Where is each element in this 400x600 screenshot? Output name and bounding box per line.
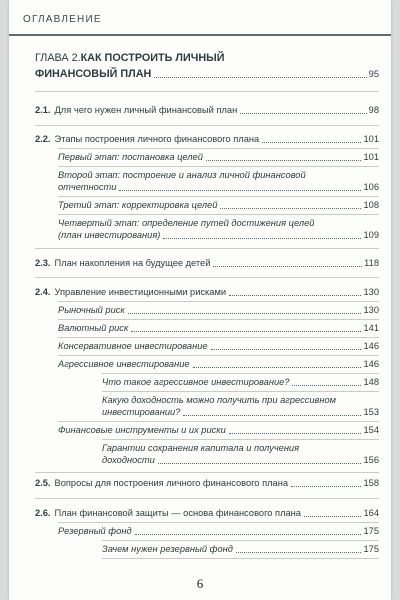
section-number: 2.3. — [35, 258, 51, 268]
page-number: 109 — [363, 230, 379, 240]
section-rule — [35, 91, 379, 92]
page-number: 101 — [363, 152, 379, 162]
entry-title: Что такое агрессивное инвестирование? — [102, 377, 290, 387]
dot-leader — [119, 190, 361, 191]
entry-rule — [58, 196, 379, 197]
toc-entry-stage-1[interactable] — [58, 152, 379, 163]
entry-rule — [58, 337, 379, 338]
toc-entry-stage-2-line2[interactable] — [58, 182, 379, 193]
entry-title-line2: (план инвестирования) — [58, 230, 161, 240]
toc-entry-2-5[interactable] — [35, 478, 379, 489]
toc-entry-2-3[interactable] — [35, 258, 379, 269]
page-number: 156 — [363, 455, 379, 465]
entry-title: Первый этап: постановка целей — [58, 152, 203, 162]
toc-entry-stage-4-line2[interactable] — [58, 230, 379, 241]
page-number: 146 — [363, 341, 379, 351]
dot-leader — [240, 113, 366, 114]
page-number: 175 — [363, 526, 379, 536]
entry-title: Финансовые инструменты и их риски — [58, 425, 226, 435]
toc-entry-reserve-fund[interactable] — [58, 526, 379, 537]
dot-leader — [131, 331, 361, 332]
entry-rule — [102, 439, 379, 440]
dot-leader — [183, 415, 361, 416]
entry-rule — [58, 301, 379, 302]
page-number: 141 — [363, 323, 379, 333]
entry-title: Валютный риск — [58, 323, 129, 333]
entry-title-line1: Четвертый этап: определение путей достижения целей — [58, 218, 315, 228]
page-number: 106 — [363, 182, 379, 192]
toc-entry-stage-2-line1[interactable] — [58, 170, 379, 181]
entry-title: Для чего нужен личный финансовый план — [54, 105, 238, 115]
toc-entry-2-1[interactable] — [35, 105, 379, 116]
toc-entry-instruments[interactable] — [58, 425, 379, 436]
dot-leader — [292, 385, 361, 386]
section-number: 2.5. — [35, 478, 51, 488]
entry-title-line2: отчетности — [58, 182, 117, 192]
section-rule — [35, 498, 379, 499]
chapter-title-line2: ФИНАНСОВЫЙ ПЛАН — [35, 68, 152, 80]
section-rule — [35, 277, 379, 278]
dot-leader — [193, 367, 362, 368]
toc-entry-what-is-aggressive[interactable] — [102, 377, 379, 388]
toc-entry-2-4[interactable] — [35, 287, 379, 298]
section-number: 2.2. — [35, 134, 51, 144]
entry-rule — [102, 558, 379, 559]
entry-rule — [58, 148, 379, 149]
entry-title: Вопросы для построения личного финансового плана — [54, 478, 288, 488]
entry-rule — [102, 391, 379, 392]
section-number: 2.6. — [35, 508, 51, 518]
page-number: 108 — [363, 200, 379, 210]
section-number: 2.1. — [35, 105, 51, 115]
page-number: 130 — [363, 305, 379, 315]
page-number: 148 — [363, 377, 379, 387]
section-rule — [35, 248, 379, 249]
entry-title: Резервный фонд — [58, 526, 132, 536]
dot-leader — [128, 313, 362, 314]
page-number: 175 — [363, 544, 379, 554]
dot-leader — [213, 266, 362, 267]
toc-entry-2-6[interactable] — [35, 508, 379, 519]
toc-entry-stage-3[interactable] — [58, 200, 379, 211]
entry-rule — [58, 355, 379, 356]
toc-entry-2-2[interactable] — [35, 134, 379, 145]
entry-title-line1: Какую доходность можно получить при агрессивном — [102, 395, 337, 405]
toc-entry-currency-risk[interactable] — [58, 323, 379, 334]
dot-leader — [236, 552, 362, 553]
dot-leader — [211, 349, 362, 350]
section-rule — [35, 125, 379, 126]
entry-title: Зачем нужен резервный фонд — [102, 544, 233, 554]
page-number: 101 — [363, 134, 379, 144]
dot-leader — [206, 160, 362, 161]
entry-title: Третий этап: корректировка целей — [58, 200, 218, 210]
entry-rule — [58, 214, 379, 215]
entry-rule — [102, 373, 379, 374]
dot-leader — [304, 516, 362, 517]
entry-rule — [58, 319, 379, 320]
page-number: 154 — [363, 425, 379, 435]
page-number: 95 — [368, 69, 379, 79]
entry-title: Этапы построения личного финансового плана — [54, 134, 260, 144]
toc-entry-yield-line1[interactable] — [102, 395, 379, 406]
page-folio: 6 — [196, 576, 204, 591]
dot-leader — [158, 463, 362, 464]
entry-title-line1: Второй этап: построение и анализ личной финансовой — [58, 170, 306, 180]
dot-leader — [163, 238, 361, 239]
toc-entry-conservative[interactable] — [58, 341, 379, 352]
toc-entry-yield-line2[interactable] — [102, 407, 379, 418]
toc-entry-guarantees-line2[interactable] — [102, 455, 379, 466]
page-number: 146 — [363, 359, 379, 369]
entry-title-line1: Гарантии сохранения капитала и получения — [102, 443, 300, 453]
entry-rule — [102, 540, 379, 541]
entry-rule — [58, 421, 379, 422]
running-header: ОГЛАВЛЕНИЕ — [23, 14, 102, 25]
dot-leader — [220, 208, 361, 209]
page-number: 130 — [363, 287, 379, 297]
dot-leader — [135, 534, 362, 535]
dot-leader — [262, 142, 361, 143]
page-number: 153 — [363, 407, 379, 417]
entry-title: Рыночный риск — [58, 305, 125, 315]
section-number: 2.4. — [35, 287, 51, 297]
toc-entry-why-reserve[interactable] — [102, 544, 379, 555]
dot-leader — [229, 295, 361, 296]
dot-leader — [291, 486, 361, 487]
entry-title: План накопления на будущее детей — [54, 258, 211, 268]
entry-title-line2: инвестировании? — [102, 407, 181, 417]
chapter-prefix: ГЛАВА 2. — [35, 52, 81, 64]
entry-rule — [58, 522, 379, 523]
toc-entry-market-risk[interactable] — [58, 305, 379, 316]
entry-title: Управление инвестиционными рисками — [54, 287, 227, 297]
entry-title: Консервативное инвестирование — [58, 341, 208, 351]
entry-title: Агрессивное инвестирование — [58, 359, 190, 369]
toc-entry-guarantees-line1[interactable] — [102, 443, 379, 454]
toc-entry-stage-4-line1[interactable] — [58, 218, 379, 229]
entry-rule — [58, 166, 379, 167]
book-page — [9, 0, 391, 600]
dot-leader — [229, 433, 362, 434]
page-number: 118 — [364, 258, 379, 268]
entry-title: План финансовой защиты — основа финансового плана — [54, 508, 301, 518]
dot-leader — [154, 77, 366, 78]
page-number: 158 — [363, 478, 379, 488]
chapter-title-line1: КАК ПОСТРОИТЬ ЛИЧНЫЙ — [80, 52, 225, 64]
entry-title-line2: доходности — [102, 455, 155, 465]
page-number: 164 — [363, 508, 379, 518]
page-number: 98 — [368, 105, 379, 115]
section-rule — [35, 472, 379, 473]
toc-entry-aggressive[interactable] — [58, 359, 379, 370]
table-of-contents — [9, 0, 391, 600]
